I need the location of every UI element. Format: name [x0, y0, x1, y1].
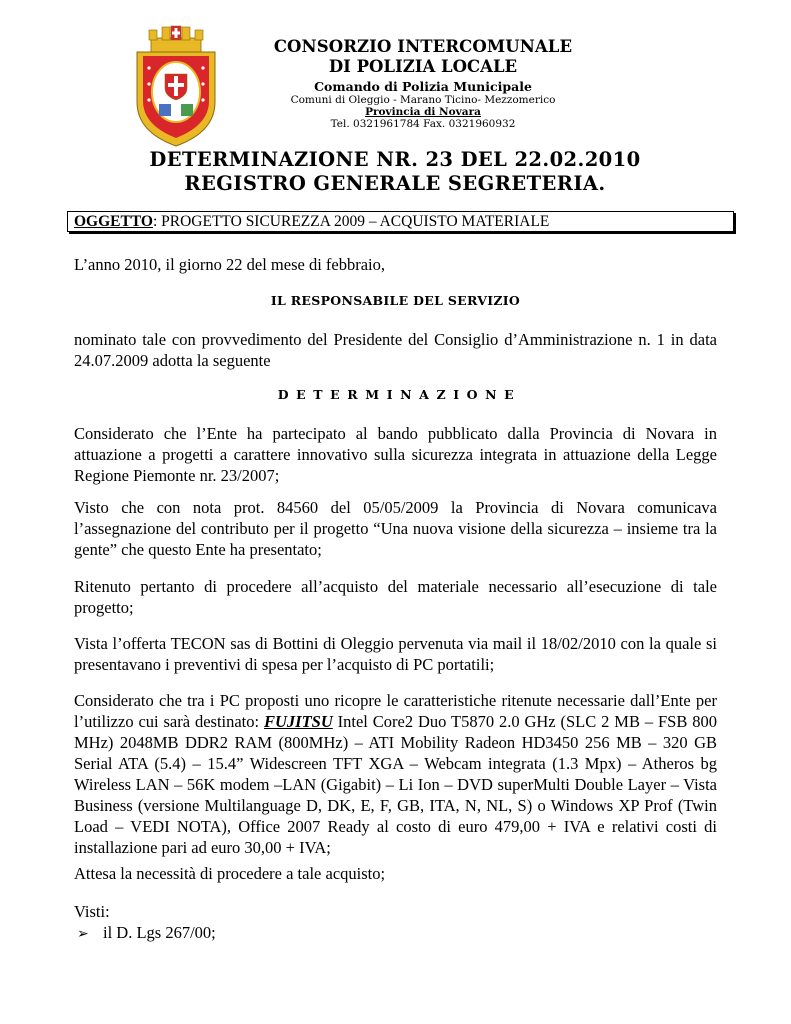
- role-heading: IL RESPONSABILE DEL SERVIZIO: [270, 293, 521, 308]
- paragraph-offerta: Vista l’offerta TECON sas di Bottini di Oleggio pervenuta via mail il 18/02/2010 con la quale si presentavano i preventivi di spesa per l’acquisto di PC portatili;: [74, 634, 717, 674]
- document-title-line2: REGISTRO GENERALE SEGRETERIA.: [184, 172, 606, 195]
- paragraph-attesa: Attesa la necessità di procedere a tale acquisto;: [74, 864, 386, 883]
- org-phone: Tel. 0321961784 Fax. 0321960932: [330, 118, 516, 130]
- subject-text: : PROGETTO SICUREZZA 2009 – ACQUISTO MATERIALE: [152, 213, 550, 230]
- list-item-text: il D. Lgs 267/00;: [103, 923, 216, 942]
- paragraph-visto: Visto che con nota prot. 84560 del 05/05/2009 la Provincia di Novara comunicava l’assegnazione del contributo per il progetto “Una nuova visione della sicurezza – insieme tra la gente” che questo Ente ha presentato;: [74, 498, 717, 559]
- date-line: L’anno 2010, il giorno 22 del mese di febbraio,: [74, 255, 385, 274]
- appointment-paragraph: nominato tale con provvedimento del Presidente del Consiglio d’Amministrazione n. 1 in data 24.07.2009 adotta la seguente: [74, 330, 717, 370]
- subject-box: [67, 211, 734, 232]
- coat-of-arms-icon: [131, 24, 221, 148]
- subject-label: OGGETTO: [74, 213, 153, 230]
- paragraph-pc-specs: [74, 690, 717, 858]
- pc-specs-details: Intel Core2 Duo T5870 2.0 GHz (SLC 2 MB – FSB 800 MHz) 2048MB DDR2 RAM (800MHz) – ATI Mobility Radeon HD3450 256 MB – 320 GB Serial ATA (5.4) – 15.4” Widescreen TFT XGA – Webcam integrata (1.3 Mpx) – Atheros bg Wireless LAN – 56K modem –LAN (Gigabit) – Li Ion – DVD superMulti Double Layer – Vista Business (versione Multilanguage D, DK, E, F, GB, ITA, N, NL, S) o Windows XP Prof (Twin Load – VEDI NOTA), Office 2007 Ready al costo di euro 479,00 + IVA e relativi costi di installazione pari ad euro 30,00 + IVA;: [74, 712, 717, 857]
- determination-heading: DETERMINAZIONE: [277, 387, 522, 402]
- org-towns: Comuni di Oleggio - Marano Ticino- Mezzomerico: [290, 94, 556, 106]
- org-name-line2: DI POLIZIA LOCALE: [328, 57, 518, 76]
- brand-name: FUJITSU: [264, 712, 333, 731]
- visti-label: Visti:: [74, 902, 110, 921]
- document-title-line1: DETERMINAZIONE NR. 23 DEL 22.02.2010: [149, 148, 641, 171]
- org-name-line1: CONSORZIO INTERCOMUNALE: [273, 37, 573, 56]
- list-item: [77, 922, 216, 945]
- org-subtitle: Comando di Polizia Municipale: [314, 79, 532, 94]
- arrow-bullet-icon: ➢: [77, 926, 89, 942]
- org-province: Provincia di Novara: [365, 106, 481, 118]
- paragraph-considerato: Considerato che l’Ente ha partecipato al bando pubblicato dalla Provincia di Novara in attuazione a progetti a carattere innovativo sulla sicurezza integrata in attuazione della Legge Regione Piemonte nr. 23/2007;: [74, 424, 717, 485]
- paragraph-ritenuto: Ritenuto pertanto di procedere all’acquisto del materiale necessario all’esecuzione di tale progetto;: [74, 577, 717, 617]
- pc-specs-intro: Considerato che tra i PC proposti uno ricopre le caratteristiche ritenute necessarie dall’Ente per l’utilizzo cui sarà destinato:: [74, 691, 717, 731]
